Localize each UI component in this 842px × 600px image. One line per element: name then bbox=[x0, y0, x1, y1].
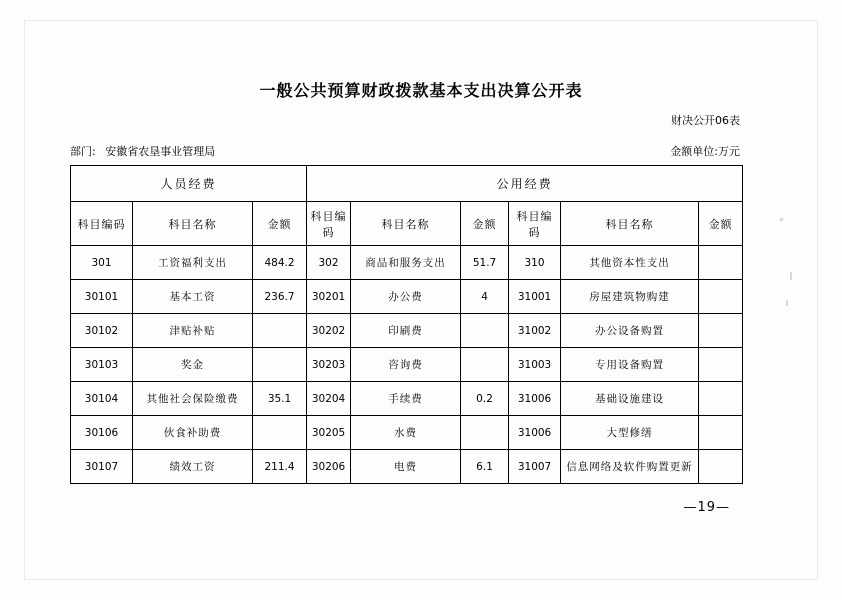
cell-p-code: 30101 bbox=[71, 280, 133, 314]
cell-g1-code: 302 bbox=[307, 246, 351, 280]
table-row bbox=[71, 314, 743, 348]
cell-g2-code: 31006 bbox=[509, 382, 561, 416]
cell-p-name: 绩效工资 bbox=[133, 450, 253, 484]
col-header-p-amount: 金额 bbox=[253, 202, 307, 246]
cell-g2-amount bbox=[699, 246, 743, 280]
cell-p-code: 30102 bbox=[71, 314, 133, 348]
col-header-g1-code: 科目编码 bbox=[307, 202, 351, 246]
cell-p-name: 工资福利支出 bbox=[133, 246, 253, 280]
cell-g2-name: 办公设备购置 bbox=[561, 314, 699, 348]
cell-g2-code: 31001 bbox=[509, 280, 561, 314]
form-code: 财决公开06表 bbox=[671, 114, 740, 127]
cell-p-code: 301 bbox=[71, 246, 133, 280]
cell-g2-amount bbox=[699, 450, 743, 484]
cell-g1-name: 手续费 bbox=[351, 382, 461, 416]
cell-g2-amount bbox=[699, 348, 743, 382]
table-row bbox=[71, 450, 743, 484]
scan-speck bbox=[790, 272, 792, 280]
cell-g1-amount: 51.7 bbox=[461, 246, 509, 280]
cell-p-amount bbox=[253, 416, 307, 450]
budget-table bbox=[70, 165, 743, 484]
page-number: —19— bbox=[683, 500, 730, 515]
cell-g1-amount bbox=[461, 416, 509, 450]
cell-g2-name: 房屋建筑物购建 bbox=[561, 280, 699, 314]
cell-g2-amount bbox=[699, 416, 743, 450]
cell-g2-name: 其他资本性支出 bbox=[561, 246, 699, 280]
group-header-public: 公用经费 bbox=[307, 166, 743, 202]
col-header-g2-amount: 金额 bbox=[699, 202, 743, 246]
table-row bbox=[71, 246, 743, 280]
cell-p-amount: 35.1 bbox=[253, 382, 307, 416]
cell-g1-name: 水费 bbox=[351, 416, 461, 450]
cell-p-code: 30103 bbox=[71, 348, 133, 382]
cell-p-code: 30106 bbox=[71, 416, 133, 450]
col-header-p-code: 科目编码 bbox=[71, 202, 133, 246]
cell-p-code: 30107 bbox=[71, 450, 133, 484]
cell-g1-name: 办公费 bbox=[351, 280, 461, 314]
cell-g1-code: 30201 bbox=[307, 280, 351, 314]
cell-g1-name: 咨询费 bbox=[351, 348, 461, 382]
cell-g2-name: 信息网络及软件购置更新 bbox=[561, 450, 699, 484]
col-header-g2-code: 科目编码 bbox=[509, 202, 561, 246]
group-header-personnel: 人员经费 bbox=[71, 166, 307, 202]
cell-g2-name: 基础设施建设 bbox=[561, 382, 699, 416]
cell-g2-name: 专用设备购置 bbox=[561, 348, 699, 382]
cell-g1-amount bbox=[461, 348, 509, 382]
cell-p-name: 津贴补贴 bbox=[133, 314, 253, 348]
cell-p-amount: 211.4 bbox=[253, 450, 307, 484]
cell-g1-amount: 4 bbox=[461, 280, 509, 314]
cell-p-name: 奖金 bbox=[133, 348, 253, 382]
cell-p-code: 30104 bbox=[71, 382, 133, 416]
cell-g1-name: 商品和服务支出 bbox=[351, 246, 461, 280]
cell-g2-amount bbox=[699, 314, 743, 348]
cell-g1-code: 30204 bbox=[307, 382, 351, 416]
cell-g2-name: 大型修缮 bbox=[561, 416, 699, 450]
cell-g2-code: 310 bbox=[509, 246, 561, 280]
cell-g1-code: 30206 bbox=[307, 450, 351, 484]
department-label: 部门: bbox=[70, 145, 96, 158]
column-header-row bbox=[71, 202, 743, 246]
table-row bbox=[71, 348, 743, 382]
cell-g2-amount bbox=[699, 280, 743, 314]
cell-p-amount bbox=[253, 348, 307, 382]
cell-g1-name: 印刷费 bbox=[351, 314, 461, 348]
cell-p-amount: 236.7 bbox=[253, 280, 307, 314]
table-row bbox=[71, 280, 743, 314]
cell-g1-code: 30202 bbox=[307, 314, 351, 348]
col-header-p-name: 科目名称 bbox=[133, 202, 253, 246]
cell-p-name: 伙食补助费 bbox=[133, 416, 253, 450]
amount-unit: 金额单位:万元 bbox=[670, 145, 740, 158]
department-block bbox=[70, 143, 215, 159]
cell-p-name: 基本工资 bbox=[133, 280, 253, 314]
cell-g2-amount bbox=[699, 382, 743, 416]
scan-speck bbox=[786, 300, 788, 306]
page-title: 一般公共预算财政拨款基本支出决算公开表 bbox=[259, 81, 583, 100]
department-value: 安徽省农垦事业管理局 bbox=[105, 145, 216, 158]
table-row bbox=[71, 416, 743, 450]
cell-g1-code: 30205 bbox=[307, 416, 351, 450]
cell-p-amount: 484.2 bbox=[253, 246, 307, 280]
table-row bbox=[71, 382, 743, 416]
scan-speck bbox=[780, 218, 783, 221]
cell-g1-code: 30203 bbox=[307, 348, 351, 382]
cell-g2-code: 31002 bbox=[509, 314, 561, 348]
col-header-g1-amount: 金额 bbox=[461, 202, 509, 246]
cell-p-name: 其他社会保险缴费 bbox=[133, 382, 253, 416]
cell-g1-amount bbox=[461, 314, 509, 348]
col-header-g2-name: 科目名称 bbox=[561, 202, 699, 246]
group-header-row bbox=[71, 166, 743, 202]
cell-g1-name: 电费 bbox=[351, 450, 461, 484]
cell-g2-code: 31007 bbox=[509, 450, 561, 484]
cell-g2-code: 31006 bbox=[509, 416, 561, 450]
cell-g2-code: 31003 bbox=[509, 348, 561, 382]
cell-g1-amount: 0.2 bbox=[461, 382, 509, 416]
meta-row bbox=[70, 143, 740, 159]
col-header-g1-name: 科目名称 bbox=[351, 202, 461, 246]
cell-p-amount bbox=[253, 314, 307, 348]
cell-g1-amount: 6.1 bbox=[461, 450, 509, 484]
